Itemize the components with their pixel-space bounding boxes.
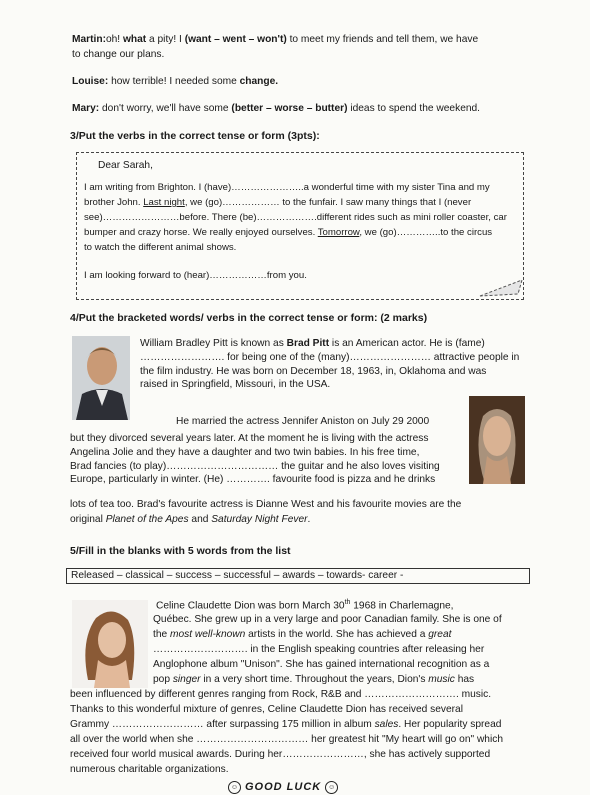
celine-l6e: has: [454, 674, 475, 685]
celine-l9a: Grammy ……………………… after surpassing 175 million in album: [70, 719, 375, 730]
brad-p1-l1c: is an American actor. He is (fame): [329, 338, 485, 349]
page-curl-icon: [478, 278, 524, 300]
martin-name: Martin:: [72, 34, 106, 45]
brad-p2-l5: Europe, particularly in winter. (He) …………. favourite food is pizza and he drinks: [70, 474, 436, 486]
celine-l12: numerous charitable organizations.: [70, 764, 229, 775]
mary-line: [72, 102, 480, 116]
letter-greeting: Dear Sarah,: [98, 160, 153, 171]
celine-l10: all over the world when she …………………………… her greatest hit "My heart will go on" which: [70, 734, 503, 745]
mary-name: Mary:: [72, 103, 100, 114]
letter-line-2: [84, 197, 471, 210]
martin-line-1: [72, 33, 478, 47]
celine-l6c: in a very short time. Throughout the years, Dion's: [200, 674, 429, 685]
letter-line-4b: , we (go)…………..to the circus: [359, 227, 493, 238]
brad-p1-l4: raised in Springfield, Missouri, in the USA.: [140, 379, 331, 391]
louise-line: [72, 75, 278, 89]
celine-l3b: most well-known: [170, 629, 246, 640]
brad-p2-l7c: and: [188, 514, 212, 525]
letter-line-2b: , we (go)……………… to the funfair. I saw many things that I (never: [184, 197, 472, 208]
brad-p1-l2: ……………………. for being one of the (many)…………………… attractive people in: [140, 351, 520, 363]
martin-text-c: to meet my friends and tell them, we have: [286, 34, 479, 45]
celine-l6: [153, 673, 474, 687]
brad-para-2: [70, 432, 468, 487]
letter-line-5: to watch the different animal shows.: [84, 242, 237, 253]
letter-tomorrow: Tomorrow: [317, 227, 360, 238]
good-luck-text: GOOD LUCK: [245, 781, 322, 794]
movie-apes: Planet of the Apes: [105, 514, 189, 525]
smiley-icon: ☺: [228, 781, 241, 794]
brad-p1-l1a: William Bradley Pitt is known as: [140, 338, 287, 349]
letter-line-4a: bumper and crazy horse. We really enjoyed ourselves.: [84, 227, 318, 238]
brad-pitt-photo: [72, 336, 130, 420]
louise-change: change.: [239, 76, 279, 87]
celine-l3a: the: [153, 629, 170, 640]
section3-heading: 3/Put the verbs in the correct tense or form (3pts):: [70, 130, 320, 142]
brad-p2-l7e: .: [307, 514, 311, 525]
celine-l6d: music: [428, 674, 455, 685]
section5-heading: 5/Fill in the blanks with 5 words from the list: [70, 545, 291, 557]
brad-p2-l7: [70, 513, 310, 527]
good-luck-footer: [228, 781, 338, 794]
celine-l3c: artists in the world. She has achieved a: [245, 629, 429, 640]
celine-l4: ………………………. in the English speaking countries after releasing her: [153, 644, 485, 655]
celine-l5: Anglophone album "Unison". She has gained international recognition as a: [153, 659, 490, 670]
letter-line-3: see)……………………before. There (be)……………….different rides such as mini roller coaster, car: [84, 212, 507, 223]
brad-p2-l6: lots of tea too. Brad's favourite actress is Dianne West and his favourite movies are the: [70, 499, 462, 510]
brad-name: Brad Pitt: [286, 338, 330, 349]
celine-l1: [156, 598, 454, 613]
movie-fever: Saturday Night Fever: [211, 514, 308, 525]
letter-line-1: I am writing from Brighton. I (have)…………………..a wonderful time with my sister Tina and my: [84, 182, 490, 193]
celine-l9: [70, 718, 501, 732]
smiley-icon: ☺: [325, 781, 338, 794]
brad-p2-l7a: original: [70, 514, 106, 525]
celine-l3d: great: [428, 629, 452, 640]
celine-l11: received four world musical awards. During her……………………, she has actively supported: [70, 749, 491, 760]
celine-l1a: Celine Claudette Dion was born March 30: [156, 600, 345, 612]
brad-p2-l1: He married the actress Jennifer Aniston on July 29 2000: [176, 416, 430, 427]
celine-dion-photo: [72, 600, 148, 688]
brad-p2-l2: but they divorced several years later. At the moment he is living with the actress: [70, 433, 429, 444]
word-list-box: Released – classical – success – successful – awards – towards- career -: [66, 568, 530, 584]
angelina-photo: [469, 396, 525, 484]
louise-text: how terrible! I needed some: [108, 76, 240, 87]
celine-l6b: singer: [172, 674, 201, 685]
martin-line-2: to change our plans.: [72, 49, 165, 60]
brad-p1-l1: [140, 337, 520, 351]
martin-choice: (want – went – won't): [184, 34, 287, 45]
celine-l9b: sales: [374, 719, 399, 730]
martin-text-a: oh!: [105, 34, 123, 45]
brad-p2-l3: Angelina Jolie and they have a daughter and two twin babies. In his free time,: [70, 446, 420, 458]
section4-heading: 4/Put the bracketed words/ verbs in the correct tense or form: (2 marks): [70, 312, 428, 324]
celine-l6a: pop: [153, 674, 173, 685]
celine-l3: [153, 628, 451, 642]
mary-text-b: ideas to spend the weekend.: [347, 103, 481, 114]
celine-l8: Thanks to this wonderful mixture of genres, Celine Claudette Dion has received several: [70, 704, 463, 715]
celine-l2: Québec. She grew up in a very large and poor Canadian family. She is one of: [153, 614, 502, 625]
celine-l1-sup: th: [344, 599, 351, 606]
brad-para-1: [140, 337, 520, 392]
celine-l1b: 1968 in Charlemagne,: [350, 600, 454, 612]
mary-text-a: don't worry, we'll have some: [99, 103, 232, 114]
letter-last-night: Last night: [143, 197, 185, 208]
celine-l9c: . Her popularity spread: [398, 719, 502, 730]
mary-choice: (better – worse – butter): [231, 103, 348, 114]
martin-text-b: a pity! I: [146, 34, 185, 45]
letter-line-2a: brother John.: [84, 197, 144, 208]
letter-line-6: I am looking forward to (hear)………………from you.: [84, 270, 307, 281]
letter-line-4: [84, 227, 492, 240]
brad-p1-l3: the film industry. He was born on December 18, 1963, in, Oklahoma and was: [140, 365, 487, 377]
martin-what: what: [122, 34, 147, 45]
celine-l7: been influenced by different genres ranging from Rock, R&B and ………………………. music.: [70, 689, 492, 700]
louise-name: Louise:: [72, 76, 109, 87]
brad-p2-l4: Brad fancies (to play)…………………………… the guitar and he also loves visiting: [70, 460, 440, 472]
